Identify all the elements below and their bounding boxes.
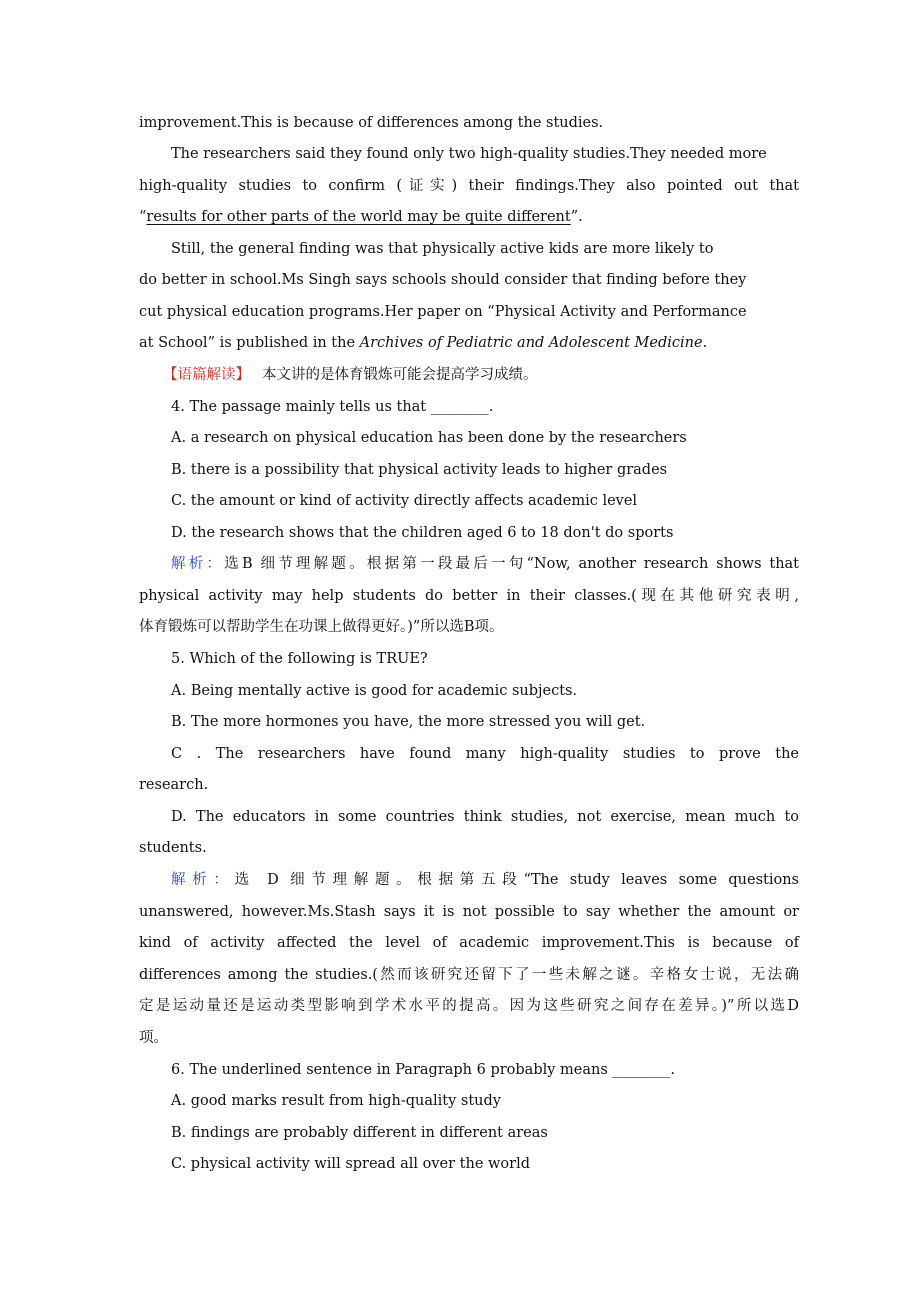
q6-option-c: C. physical activity will spread all over the world	[171, 1156, 531, 1172]
q5-option-c: C . The researchers have found many high-quality studies to prove the	[171, 746, 799, 762]
q5-option-d: D. The educators in some countries think studies, not exercise, mean much to	[171, 809, 799, 825]
passage-line	[139, 333, 799, 353]
passage-line: cut physical education programs.Her paper on “Physical Activity and Performance	[139, 304, 747, 320]
q4-analysis-line: 体育锻炼可以帮助学生在功课上做得更好。)”所以选B项。	[139, 619, 504, 635]
line-end: .	[702, 335, 708, 351]
passage-line	[139, 207, 799, 227]
analysis-text: 选B 细节理解题。根据第一段最后一句“Now, another research shows that	[224, 556, 799, 572]
q5-option-d-continued: students.	[139, 840, 207, 856]
q6-option-a: A. good marks result from high-quality study	[171, 1093, 501, 1109]
q5-option-b: B. The more hormones you have, the more stressed you will get.	[171, 714, 646, 730]
q4-analysis-line: physical activity may help students do better in their classes.(现在其他研究表明,	[139, 588, 799, 604]
passage-line: improvement.This is because of differences among the studies.	[139, 115, 604, 131]
q5-option-c-continued: research.	[139, 777, 209, 793]
q4-option-b: B. there is a possibility that physical activity leads to higher grades	[171, 462, 668, 478]
q5-analysis-line: differences among the studies.(然而该研究还留下了一些未解之谜。辛格女士说，无法确	[139, 967, 799, 983]
q5-analysis-line: kind of activity affected the level of academic improvement.This is because of	[139, 935, 799, 951]
q4-option-a: A. a research on physical education has been done by the researchers	[171, 430, 687, 446]
journal-title: Archives of Pediatric and Adolescent Medicine	[359, 335, 703, 351]
q5-analysis-line: 定是运动量还是运动类型影响到学术水平的提高。因为这些研究之间存在差异。)”所以选D	[139, 998, 799, 1014]
line-text: at School” is published in the	[139, 335, 360, 351]
question-stem-4: 4. The passage mainly tells us that ________.	[171, 399, 494, 415]
open-quote: “	[139, 209, 147, 225]
q6-option-b: B. findings are probably different in different areas	[171, 1125, 548, 1141]
analysis-label: 解析：	[171, 872, 235, 888]
underlined-sentence: results for other parts of the world may be quite different	[146, 209, 571, 225]
question-stem-6: 6. The underlined sentence in Paragraph 6 probably means ________.	[171, 1062, 676, 1078]
question-stem-5: 5. Which of the following is TRUE?	[171, 651, 428, 667]
close-quote: ”.	[570, 209, 583, 225]
q5-analysis-line: unanswered, however.Ms.Stash says it is not possible to say whether the amount or	[139, 904, 799, 920]
passage-line: Still, the general finding was that physically active kids are more likely to	[171, 241, 714, 257]
reading-note	[163, 365, 791, 385]
analysis-label: 解析：	[171, 556, 225, 572]
passage-line: high-quality studies to confirm (证实) their findings.They also pointed out that	[139, 178, 799, 194]
q4-analysis	[171, 554, 799, 574]
q5-analysis-line: 项。	[139, 1030, 168, 1046]
passage-line: do better in school.Ms Singh says schools should consider that finding before they	[139, 272, 747, 288]
reading-note-label: 【语篇解读】	[163, 367, 250, 383]
reading-note-text: 本文讲的是体育锻炼可能会提高学习成绩。	[262, 367, 538, 383]
q4-option-c: C. the amount or kind of activity directly affects academic level	[171, 493, 638, 509]
q4-option-d: D. the research shows that the children aged 6 to 18 don't do sports	[171, 525, 674, 541]
passage-line: The researchers said they found only two high-quality studies.They needed more	[171, 146, 767, 162]
q5-option-a: A. Being mentally active is good for academic subjects.	[171, 683, 578, 699]
q5-analysis	[171, 870, 799, 890]
analysis-text: 选 D 细节理解题。根据第五段“The study leaves some questions	[234, 872, 800, 888]
